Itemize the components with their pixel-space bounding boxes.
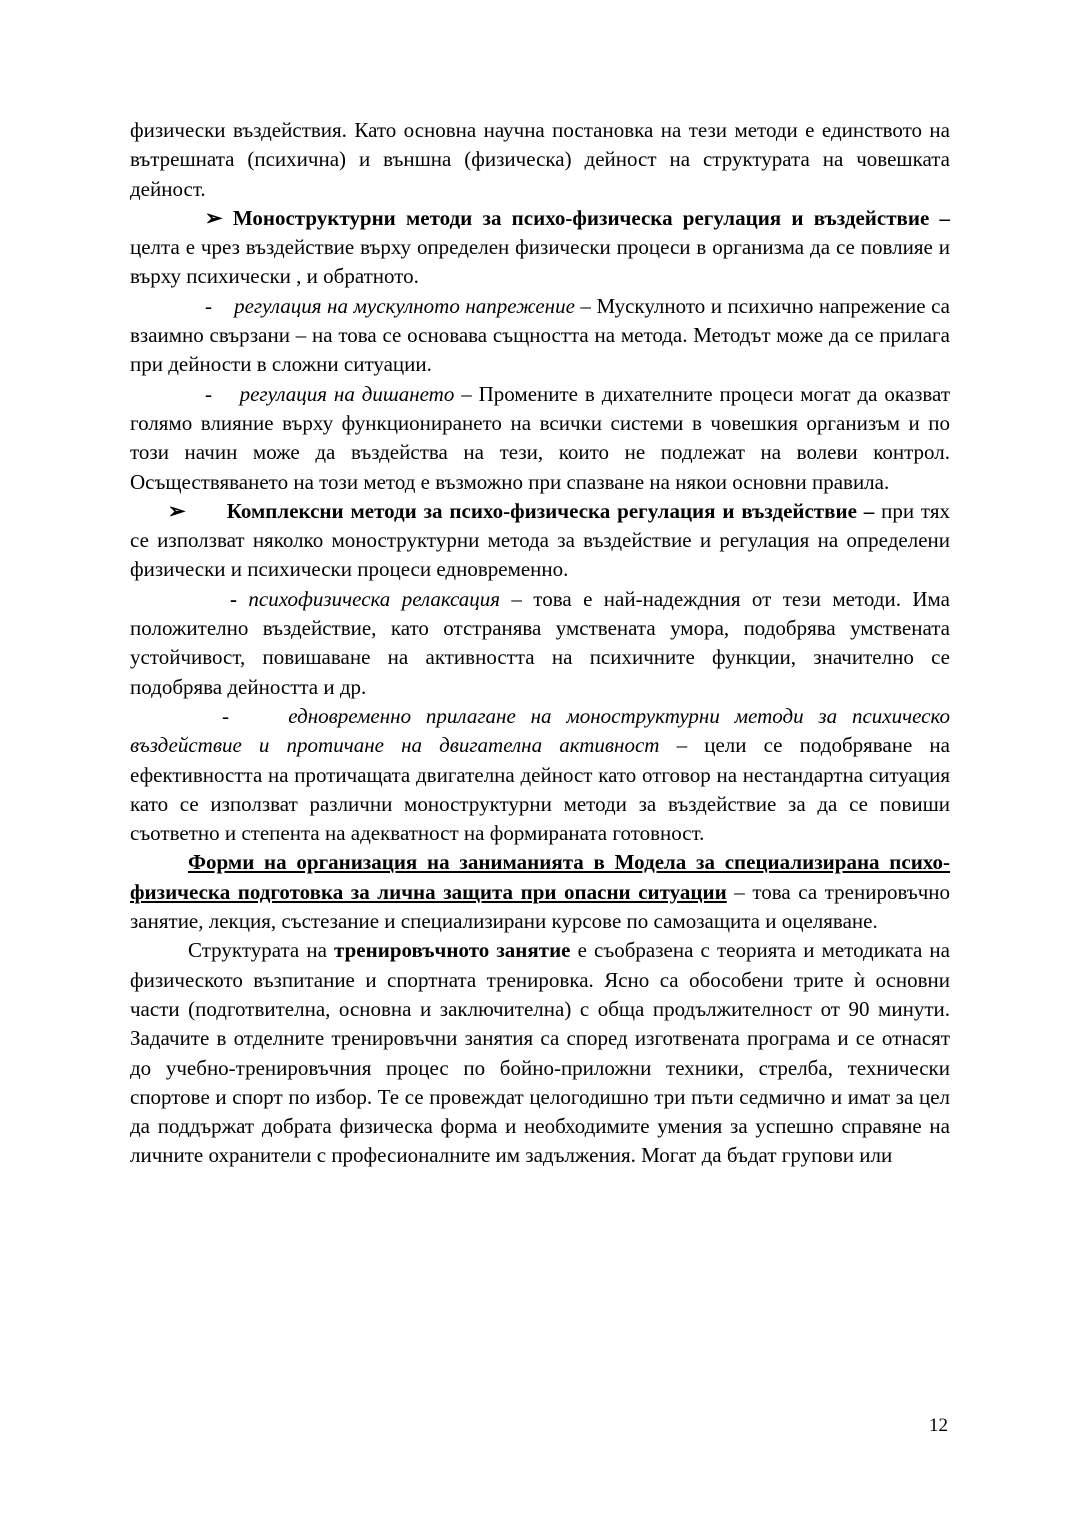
text-segment: тренировъчното занятие — [334, 938, 571, 963]
document-body — [130, 116, 956, 1171]
paragraph — [130, 585, 956, 702]
text-segment: ➢ Моноструктурни методи за психо-физическа регулация и въздействие – — [205, 205, 950, 230]
text-segment: - — [222, 703, 289, 728]
text-segment: - — [230, 586, 249, 611]
text-segment: е съобразена с теорията и методиката на физическото възпитание и спортната тренировка. Ясно са обособени трите ѝ основни части (подготвителна, основна и заключителна) с обща продължителност от 90 минути. Задачите в отделните тренировъчни занятия са според изготвената програма и се отнасят до учебно-тренировъчния процес по бойно-приложни техники, стрелба, технически спортове и спорт по избор. Те се провеждат целогодишно три пъти седмично и имат за цел да поддържат добрата физическа форма и необходимите умения за успешно справяне на личните охранители с професионалните им задължения. Могат да бъдат групови или — [130, 938, 956, 1168]
page-number: 12 — [929, 1415, 948, 1436]
paragraph — [130, 292, 956, 380]
text-segment: ➢ Комплексни методи за психо-физическа регулация и въздействие – — [168, 498, 875, 523]
paragraph — [130, 848, 956, 936]
text-segment: – Промените в дихателните процеси могат да оказват голямо влияние върху функционирането на всички системи в човешкия организъм и по този начин може да въздейства на тези, които не подлежат на волеви контрол. Осъществяването на този метод е възможно при спазване на някои основни правила. — [130, 381, 956, 494]
text-segment: психофизическа релаксация — [248, 586, 500, 611]
text-segment: – това са тренировъчно занятие, лекция, състезание и специализирани курсове по самозащита и оцеляване. — [130, 879, 956, 934]
text-segment: - — [205, 381, 240, 406]
text-segment: Форми на организация на заниманията в Модела за специализирана психо-физическа подготовка за лична защита при опасни ситуации — [130, 850, 950, 904]
text-segment: регулация на мускулното напрежение — [234, 293, 575, 318]
paragraph — [130, 204, 956, 292]
text-segment: едновременно прилагане на моноструктурни методи за психическо въздействие и протичане на двигателна активност — [130, 703, 956, 758]
paragraph — [130, 116, 956, 204]
text-segment: Структурата на — [188, 938, 335, 963]
paragraph — [130, 936, 956, 1170]
paragraph — [130, 702, 956, 848]
text-segment: – това е най-надеждния от тези методи. Има положително въздействие, като отстранява умствената умора, подобрява умствената устойчивост, повишаване на активността на психичните функции, значително се подобрява дейността и др. — [130, 586, 956, 699]
text-segment: физически въздействия. Като основна научна постановка на тези методи е единството на вътрешната (психична) и външна (физическа) дейност на структурата на човешката дейност. — [130, 118, 956, 201]
paragraph — [130, 497, 956, 585]
text-segment: целта е чрез въздействие върху определен физически процеси в организма да се повлияе и върху психически , и обратното. — [130, 205, 956, 289]
text-segment: - — [205, 293, 235, 318]
text-segment: при тях се използват няколко моноструктурни метода за въздействие и регулация на определени физически и психически процеси едновременно. — [130, 498, 956, 582]
paragraph — [130, 380, 956, 497]
text-segment: – цели се подобряване на ефективността на протичащата двигателна дейност като отговор на нестандартна ситуация като се използват различни моноструктурни методи за въздействие за да се повиши съответно и степента на адекватност на формираната готовност. — [130, 733, 956, 846]
text-segment: – Мускулното и психично напрежение са взаимно свързани – на това се основава същността на метода. Методът може да се прилага при дейности в сложни ситуации. — [130, 293, 956, 377]
text-segment: регулация на дишането — [239, 381, 455, 406]
